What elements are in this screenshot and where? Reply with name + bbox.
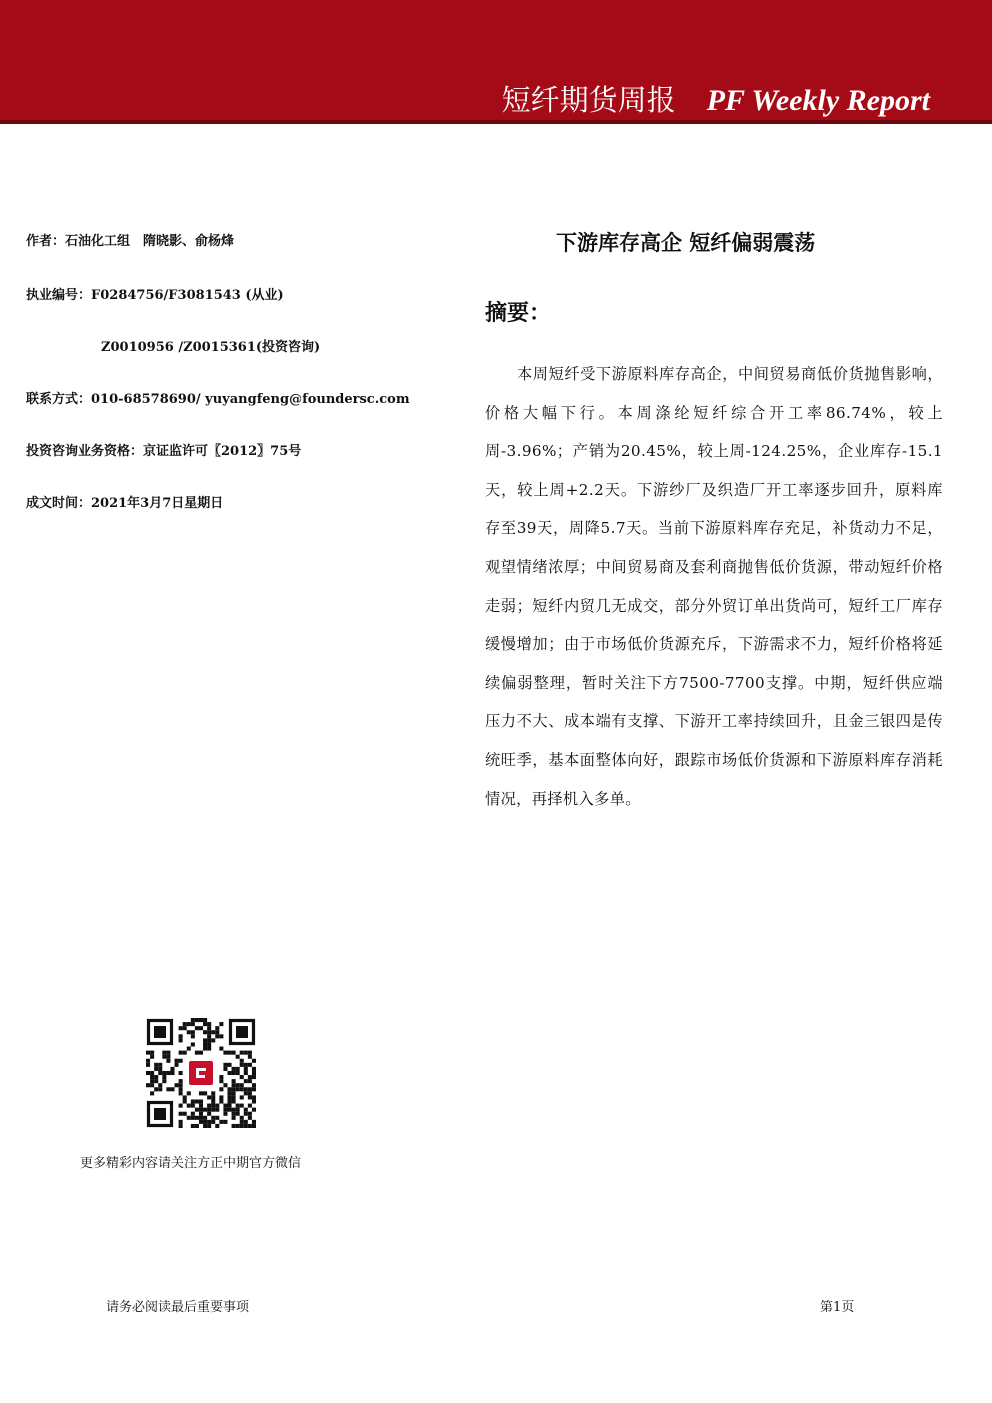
header-band bbox=[0, 0, 992, 124]
header-title-cn: 短纤期货周报 bbox=[501, 83, 676, 117]
header-rule bbox=[0, 120, 992, 124]
qr-logo-icon bbox=[186, 1058, 216, 1088]
meta-contact: 联系方式：010-68578690/ yuyangfeng@foundersc.com bbox=[26, 392, 410, 407]
meta-license-no: 执业编号：F0284756/F3081543 (从业) bbox=[26, 288, 284, 303]
header-title bbox=[502, 78, 930, 119]
report-title: 下游库存高企 短纤偏弱震荡 bbox=[556, 231, 816, 255]
footer-page-number: 第1页 bbox=[820, 1300, 855, 1315]
meta-author: 作者：石油化工组 隋晓影、俞杨烽 bbox=[26, 234, 235, 249]
meta-qualification: 投资咨询业务资格：京证监许可〖2012〗75号 bbox=[26, 444, 302, 459]
summary-body: 本周短纤受下游原料库存高企，中间贸易商低价货抛售影响，价格大幅下行。本周涤纶短纤综合开工率86.74%，较上周-3.96%；产销为20.45%，较上周-124.25%，企业库存-15.1天，较上周+2.2天。下游纱厂及织造厂开工率逐步回升，原料库存至39天，周降5.7天。当前下游原料库存充足，补货动力不足，观望情绪浓厚；中间贸易商及套利商抛售低价货源，带动短纤价格走弱；短纤内贸几无成交，部分外贸订单出货尚可，短纤工厂库存缓慢增加；由于市场低价货源充斥，下游需求不力，短纤价格将延续偏弱整理，暂时关注下方7500-7700支撑。中期，短纤供应端压力不大、成本端有支撑、下游开工率持续回升，且金三银四是传统旺季，基本面整体向好，跟踪市场低价货源和下游原料库存消耗情况，再择机入多单。 bbox=[485, 365, 943, 808]
footer-notice: 请务必阅读最后重要事项 bbox=[106, 1300, 250, 1315]
summary-heading: 摘要： bbox=[485, 301, 552, 326]
qr-caption: 更多精彩内容请关注方正中期官方微信 bbox=[80, 1156, 302, 1171]
wechat-qr-code bbox=[146, 1018, 256, 1128]
header-title-en: PF Weekly Report bbox=[706, 84, 930, 117]
meta-date: 成文时间：2021年3月7日星期日 bbox=[26, 496, 224, 511]
meta-license-no-2: Z0010956 /Z0015361(投资咨询) bbox=[101, 340, 321, 355]
